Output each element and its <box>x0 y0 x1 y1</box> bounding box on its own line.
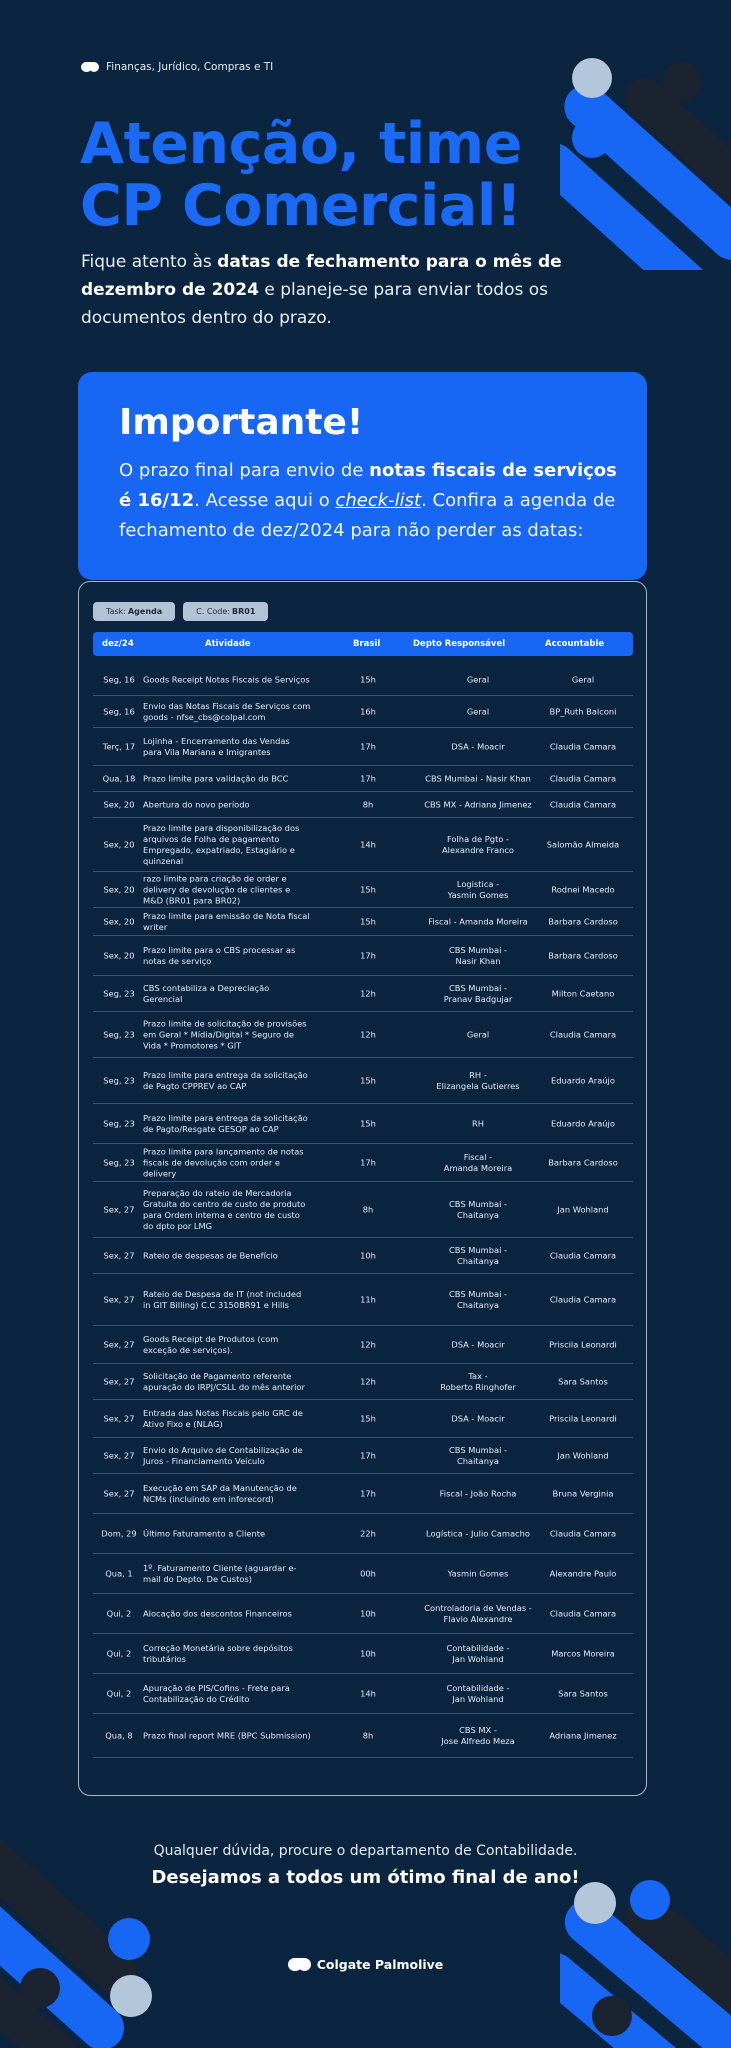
row-activity: Último Faturamento a Cliente <box>143 1528 266 1538</box>
row-activity: CBS contabiliza a Depreciação Gerencial <box>143 982 270 1004</box>
important-bold-text: notas fiscais de serviços é 16/12 <box>119 460 617 511</box>
table-row <box>93 1364 633 1400</box>
row-dept: Tax - Roberto Ringhofer <box>440 1370 516 1392</box>
row-date: Sex, 20 <box>103 839 135 849</box>
row-time: 8h <box>362 1730 374 1740</box>
row-accountable: Barbara Cardoso <box>548 916 618 926</box>
table-row <box>93 936 633 976</box>
table-body <box>93 664 633 1758</box>
chip-label: Task: <box>106 607 126 616</box>
hero-title-line2: CP Comercial! <box>80 173 522 239</box>
table-row <box>93 1514 633 1554</box>
row-activity: Execução em SAP da Manutenção de NCMs (incluindo em inforecord) <box>143 1482 297 1504</box>
brand-line: Finanças, Jurídico, Compras e TI <box>106 61 274 73</box>
row-date: Sex, 27 <box>103 1450 135 1460</box>
row-time: 00h <box>360 1568 376 1578</box>
row-activity: Prazo limite para entrega da solicitação de Pagto CPPREV ao CAP <box>143 1069 308 1091</box>
hero-title <box>80 113 560 237</box>
footer-question: Qualquer dúvida, procure o departamento de Contabilidade. <box>153 1843 578 1859</box>
row-time: 15h <box>360 1413 376 1423</box>
row-date: Sex, 20 <box>103 799 135 809</box>
row-date: Dom, 29 <box>101 1528 137 1538</box>
row-time: 17h <box>360 950 376 960</box>
row-dept: Folha de Pgto - Alexandre Franco <box>442 833 514 855</box>
table-row <box>93 1058 633 1104</box>
row-accountable: Sara Santos <box>558 1688 608 1698</box>
intro-text: Fique atento às <box>81 252 218 272</box>
row-accountable: Claudia Camara <box>549 1029 617 1039</box>
row-date: Sex, 20 <box>103 884 135 894</box>
chip-label: C. Code: <box>196 607 230 616</box>
row-accountable: Claudia Camara <box>549 1250 617 1260</box>
row-date: Seg, 16 <box>103 706 135 716</box>
table-row <box>93 1182 633 1238</box>
row-date: Qui, 2 <box>106 1688 132 1698</box>
row-date: Sex, 27 <box>103 1413 135 1423</box>
row-time: 22h <box>360 1528 376 1538</box>
row-time: 8h <box>362 1204 374 1214</box>
row-time: 15h <box>360 1118 376 1128</box>
row-dept: Fiscal - João Rocha <box>439 1488 517 1498</box>
row-dept: DSA - Moacir <box>451 1339 505 1349</box>
row-accountable: Barbara Cardoso <box>548 1157 618 1167</box>
row-activity: Rateio de Despesa de IT (not included in GIT Billing) C.C 3150BR91 e Hills <box>143 1288 302 1310</box>
row-time: 10h <box>360 1648 376 1658</box>
row-dept: CBS Mumbai - Nasir Khan <box>425 773 531 783</box>
row-accountable: Eduardo Araújo <box>551 1075 615 1085</box>
row-time: 12h <box>360 1029 376 1039</box>
row-time: 15h <box>360 1075 376 1085</box>
row-dept: Yasmin Gomes <box>447 1568 509 1578</box>
row-date: Seg, 23 <box>103 988 135 998</box>
row-accountable: Milton Caetano <box>551 988 615 998</box>
row-time: 17h <box>360 741 376 751</box>
row-activity: Apuração de PIS/Cofins - Frete para Contabilização do Crédito <box>143 1682 290 1704</box>
decor-top-right <box>560 50 731 270</box>
row-time: 12h <box>360 1339 376 1349</box>
row-time: 15h <box>360 884 376 894</box>
important-text-start: O prazo final para envio de <box>119 460 370 481</box>
row-accountable: Geral <box>571 674 595 684</box>
row-date: Terç, 17 <box>102 741 136 751</box>
table-row <box>93 1474 633 1514</box>
important-title: Importante! <box>119 402 364 443</box>
row-activity: Rateio de despesas de Benefício <box>143 1250 278 1260</box>
row-activity: Goods Receipt Notas Fiscais de Serviços <box>143 674 310 684</box>
row-date: Qui, 2 <box>106 1648 132 1658</box>
row-time: 17h <box>360 1157 376 1167</box>
table-row <box>93 1400 633 1438</box>
row-date: Sex, 27 <box>103 1376 135 1386</box>
row-accountable: Eduardo Araújo <box>551 1118 615 1128</box>
row-dept: Contabilidade - Jan Wohland <box>446 1642 510 1664</box>
row-activity: Entrada das Notas Fiscais pelo GRC de Ativo Fixo e (NLAG) <box>143 1407 303 1429</box>
row-activity: Solicitação de Pagamento referente apuração do IRPJ/CSLL do mês anterior <box>143 1370 305 1392</box>
row-activity: Prazo limite para entrega da solicitação de Pagto/Resgate GESOP ao CAP <box>143 1112 308 1134</box>
table-row <box>93 1594 633 1634</box>
table-row <box>93 1012 633 1058</box>
row-accountable: Bruna Verginia <box>552 1488 614 1498</box>
row-time: 11h <box>360 1294 376 1304</box>
header-brand <box>81 60 273 74</box>
table-row <box>93 1714 633 1758</box>
colgate-logo-icon <box>288 1955 312 1973</box>
row-accountable: Rodnei Macedo <box>551 884 615 894</box>
filter-chips <box>93 602 268 621</box>
row-accountable: Adriana Jimenez <box>549 1730 617 1740</box>
table-row <box>93 1326 633 1364</box>
row-activity: Prazo limite para lançamento de notas fiscais de devolução com order e delivery <box>143 1146 304 1178</box>
row-accountable: Priscila Leonardi <box>549 1339 617 1349</box>
row-time: 10h <box>360 1608 376 1618</box>
row-date: Qui, 2 <box>106 1608 132 1618</box>
header-activity: Atividade <box>205 639 251 649</box>
row-date: Seg, 23 <box>103 1118 135 1128</box>
check-list-link[interactable]: check-list <box>335 490 422 511</box>
row-accountable: Jan Wohland <box>557 1204 609 1214</box>
chip-value: Agenda <box>127 607 163 616</box>
row-activity: Goods Receipt de Produtos (com exceção de serviços). <box>143 1333 279 1355</box>
row-accountable: Priscila Leonardi <box>549 1413 617 1423</box>
row-date: Seg, 23 <box>103 1157 135 1167</box>
hero-title-line1: Atenção, time <box>80 111 522 177</box>
chip-value: BR01 <box>232 607 256 616</box>
table-row <box>93 728 633 766</box>
row-dept: CBS Mumbai - Chaitanya <box>448 1288 508 1310</box>
row-dept: CBS Mumbai - Chaitanya <box>448 1444 508 1466</box>
row-dept: DSA - Moacir <box>451 741 505 751</box>
table-row <box>93 1274 633 1326</box>
row-date: Seg, 16 <box>103 674 135 684</box>
company-code-chip <box>183 602 268 621</box>
row-date: Qua, 1 <box>105 1568 133 1578</box>
hero-intro <box>81 248 641 332</box>
intro-bold-text: datas de fechamento para o mês de dezembro de 2024 <box>81 252 562 300</box>
table-row <box>93 1104 633 1144</box>
row-dept: Fiscal - Amanda Moreira <box>443 1151 513 1173</box>
important-text <box>119 456 619 546</box>
important-box <box>78 372 647 580</box>
row-activity: Abertura do novo período <box>143 799 250 809</box>
agenda-table-card <box>78 581 647 1796</box>
table-row <box>93 976 633 1012</box>
row-time: 17h <box>360 1488 376 1498</box>
row-dept: CBS Mumbai - Chaitanya <box>448 1244 508 1266</box>
row-activity: Prazo limite para emissão de Nota fiscal writer <box>143 910 310 932</box>
row-accountable: Salomão Almeida <box>546 839 620 849</box>
row-date: Sex, 27 <box>103 1204 135 1214</box>
row-date: Sex, 27 <box>103 1250 135 1260</box>
row-activity: Lojinha - Encerramento das Vendas para Vila Mariana e Imigrantes <box>143 735 290 757</box>
row-accountable: Marcos Moreira <box>551 1648 615 1658</box>
row-accountable: Claudia Camara <box>549 773 617 783</box>
row-time: 17h <box>360 1450 376 1460</box>
row-dept: RH <box>471 1118 484 1128</box>
row-accountable: Sara Santos <box>558 1376 608 1386</box>
table-row <box>93 792 633 818</box>
row-date: Seg, 23 <box>103 1029 135 1039</box>
row-time: 8h <box>362 799 374 809</box>
row-activity: Prazo limite para o CBS processar as notas de serviço <box>143 944 296 966</box>
row-date: Sex, 27 <box>103 1339 135 1349</box>
row-dept: RH - Elizangela Gutierres <box>436 1069 520 1091</box>
table-row <box>93 818 633 872</box>
row-time: 15h <box>360 916 376 926</box>
row-time: 12h <box>360 1376 376 1386</box>
row-activity: Prazo final report MRE (BPC Submission) <box>143 1730 311 1740</box>
row-date: Sex, 27 <box>103 1294 135 1304</box>
table-row <box>93 908 633 936</box>
row-accountable: Jan Wohland <box>557 1450 609 1460</box>
row-dept: Geral <box>466 706 490 716</box>
row-activity: Envio do Arquivo de Contabilização de Juros - Financiamento Veículo <box>143 1444 303 1466</box>
table-row <box>93 696 633 728</box>
row-date: Qua, 8 <box>105 1730 133 1740</box>
header-accountable: Accountable <box>545 639 605 649</box>
row-activity: Correção Monetária sobre depósitos tributários <box>143 1642 293 1664</box>
row-date: Sex, 20 <box>103 916 135 926</box>
row-accountable: BP_Ruth Balconi <box>549 706 617 716</box>
row-accountable: Alexandre Paulo <box>549 1568 617 1578</box>
row-dept: CBS MX - Jose Alfredo Meza <box>441 1724 515 1746</box>
row-dept: CBS MX - Adriana Jimenez <box>424 799 532 809</box>
row-accountable: Claudia Camara <box>549 1608 617 1618</box>
table-header <box>93 632 633 656</box>
table-row <box>93 1554 633 1594</box>
colgate-logo-icon <box>81 60 100 74</box>
header-brasil: Brasil <box>353 639 381 649</box>
row-time: 12h <box>360 988 376 998</box>
table-row <box>93 872 633 908</box>
table-row <box>93 664 633 696</box>
footer-brand <box>0 1955 731 1973</box>
row-dept: Logistica - Yasmin Gomes <box>447 878 509 900</box>
table-row <box>93 1634 633 1674</box>
row-dept: Geral <box>466 674 490 684</box>
table-row <box>93 1144 633 1182</box>
row-activity: Alocação dos descontos Financeiros <box>143 1608 292 1618</box>
row-date: Qua, 18 <box>102 773 136 783</box>
row-activity: razo limite para criação de order e delivery de devolução de clientes e M&D (BR01 para BR02) <box>143 873 291 905</box>
row-time: 10h <box>360 1250 376 1260</box>
row-time: 17h <box>360 773 376 783</box>
row-activity: Envio das Notas Fiscais de Serviços com goods - nfse_cbs@colpal.com <box>143 700 311 722</box>
row-dept: CBS Mumbai - Pranav Badgujar <box>443 982 513 1004</box>
row-accountable: Claudia Camara <box>549 741 617 751</box>
row-dept: Geral <box>466 1029 490 1039</box>
table-row <box>93 1674 633 1714</box>
header-dept: Depto Responsável <box>413 639 506 649</box>
row-dept: Contabilidade - Jan Wohland <box>446 1682 510 1704</box>
row-accountable: Claudia Camara <box>549 1528 617 1538</box>
important-text-mid: . Acesse aqui o <box>194 490 336 511</box>
row-activity: Prazo limite de solicitação de provisões em Geral * Mídia/Digital * Seguro de Vida * Promotores * GIT <box>143 1018 307 1050</box>
row-dept: DSA - Moacir <box>451 1413 505 1423</box>
row-activity: Prazo limite para validação do BCC <box>143 773 289 783</box>
table-row <box>93 766 633 792</box>
row-dept: Logística - Julio Camacho <box>426 1528 530 1538</box>
row-accountable: Claudia Camara <box>549 1294 617 1304</box>
row-date: Sex, 20 <box>103 950 135 960</box>
row-time: 15h <box>360 674 376 684</box>
row-dept: Fiscal - Amanda Moreira <box>428 916 528 926</box>
row-activity: Preparação do rateio de Mercadoria Gratuita do centro de custo de produto para Ordem interna e centro de custo do dpto por LMG <box>143 1187 306 1231</box>
task-chip <box>93 602 175 621</box>
row-activity: Prazo limite para disponibilização dos arquivos de Folha de pagamento Empregado, expatriado, Estagiário e quinzenal <box>143 822 300 866</box>
header-date: dez/24 <box>102 639 134 649</box>
table-row <box>93 1438 633 1474</box>
row-time: 14h <box>360 1688 376 1698</box>
table-row <box>93 1238 633 1274</box>
footer-wish: Desejamos a todos um ótimo final de ano! <box>151 1867 580 1888</box>
row-time: 16h <box>360 706 376 716</box>
row-accountable: Claudia Camara <box>549 799 617 809</box>
row-date: Sex, 27 <box>103 1488 135 1498</box>
decor-bottom-left <box>0 1800 170 2048</box>
intro-text-end: e planeje-se para enviar todos os documentos dentro do prazo. <box>81 280 549 328</box>
row-time: 14h <box>360 839 376 849</box>
row-dept: CBS Mumbai - Nasir Khan <box>448 944 508 966</box>
row-accountable: Barbara Cardoso <box>548 950 618 960</box>
row-activity: 1º. Faturamento Cliente (aguardar e-mail do Depto. De Custos) <box>143 1562 297 1584</box>
row-dept: CBS Mumbai - Chaitanya <box>448 1198 508 1220</box>
footer-brand-name: Colgate Palmolive <box>316 1956 444 1972</box>
row-dept: Controladoria de Vendas - Flavio Alexandre <box>424 1602 532 1624</box>
row-date: Seg, 23 <box>103 1075 135 1085</box>
important-text-end: . Confira a agenda de fechamento de dez/2024 para não perder as datas: <box>119 490 616 541</box>
